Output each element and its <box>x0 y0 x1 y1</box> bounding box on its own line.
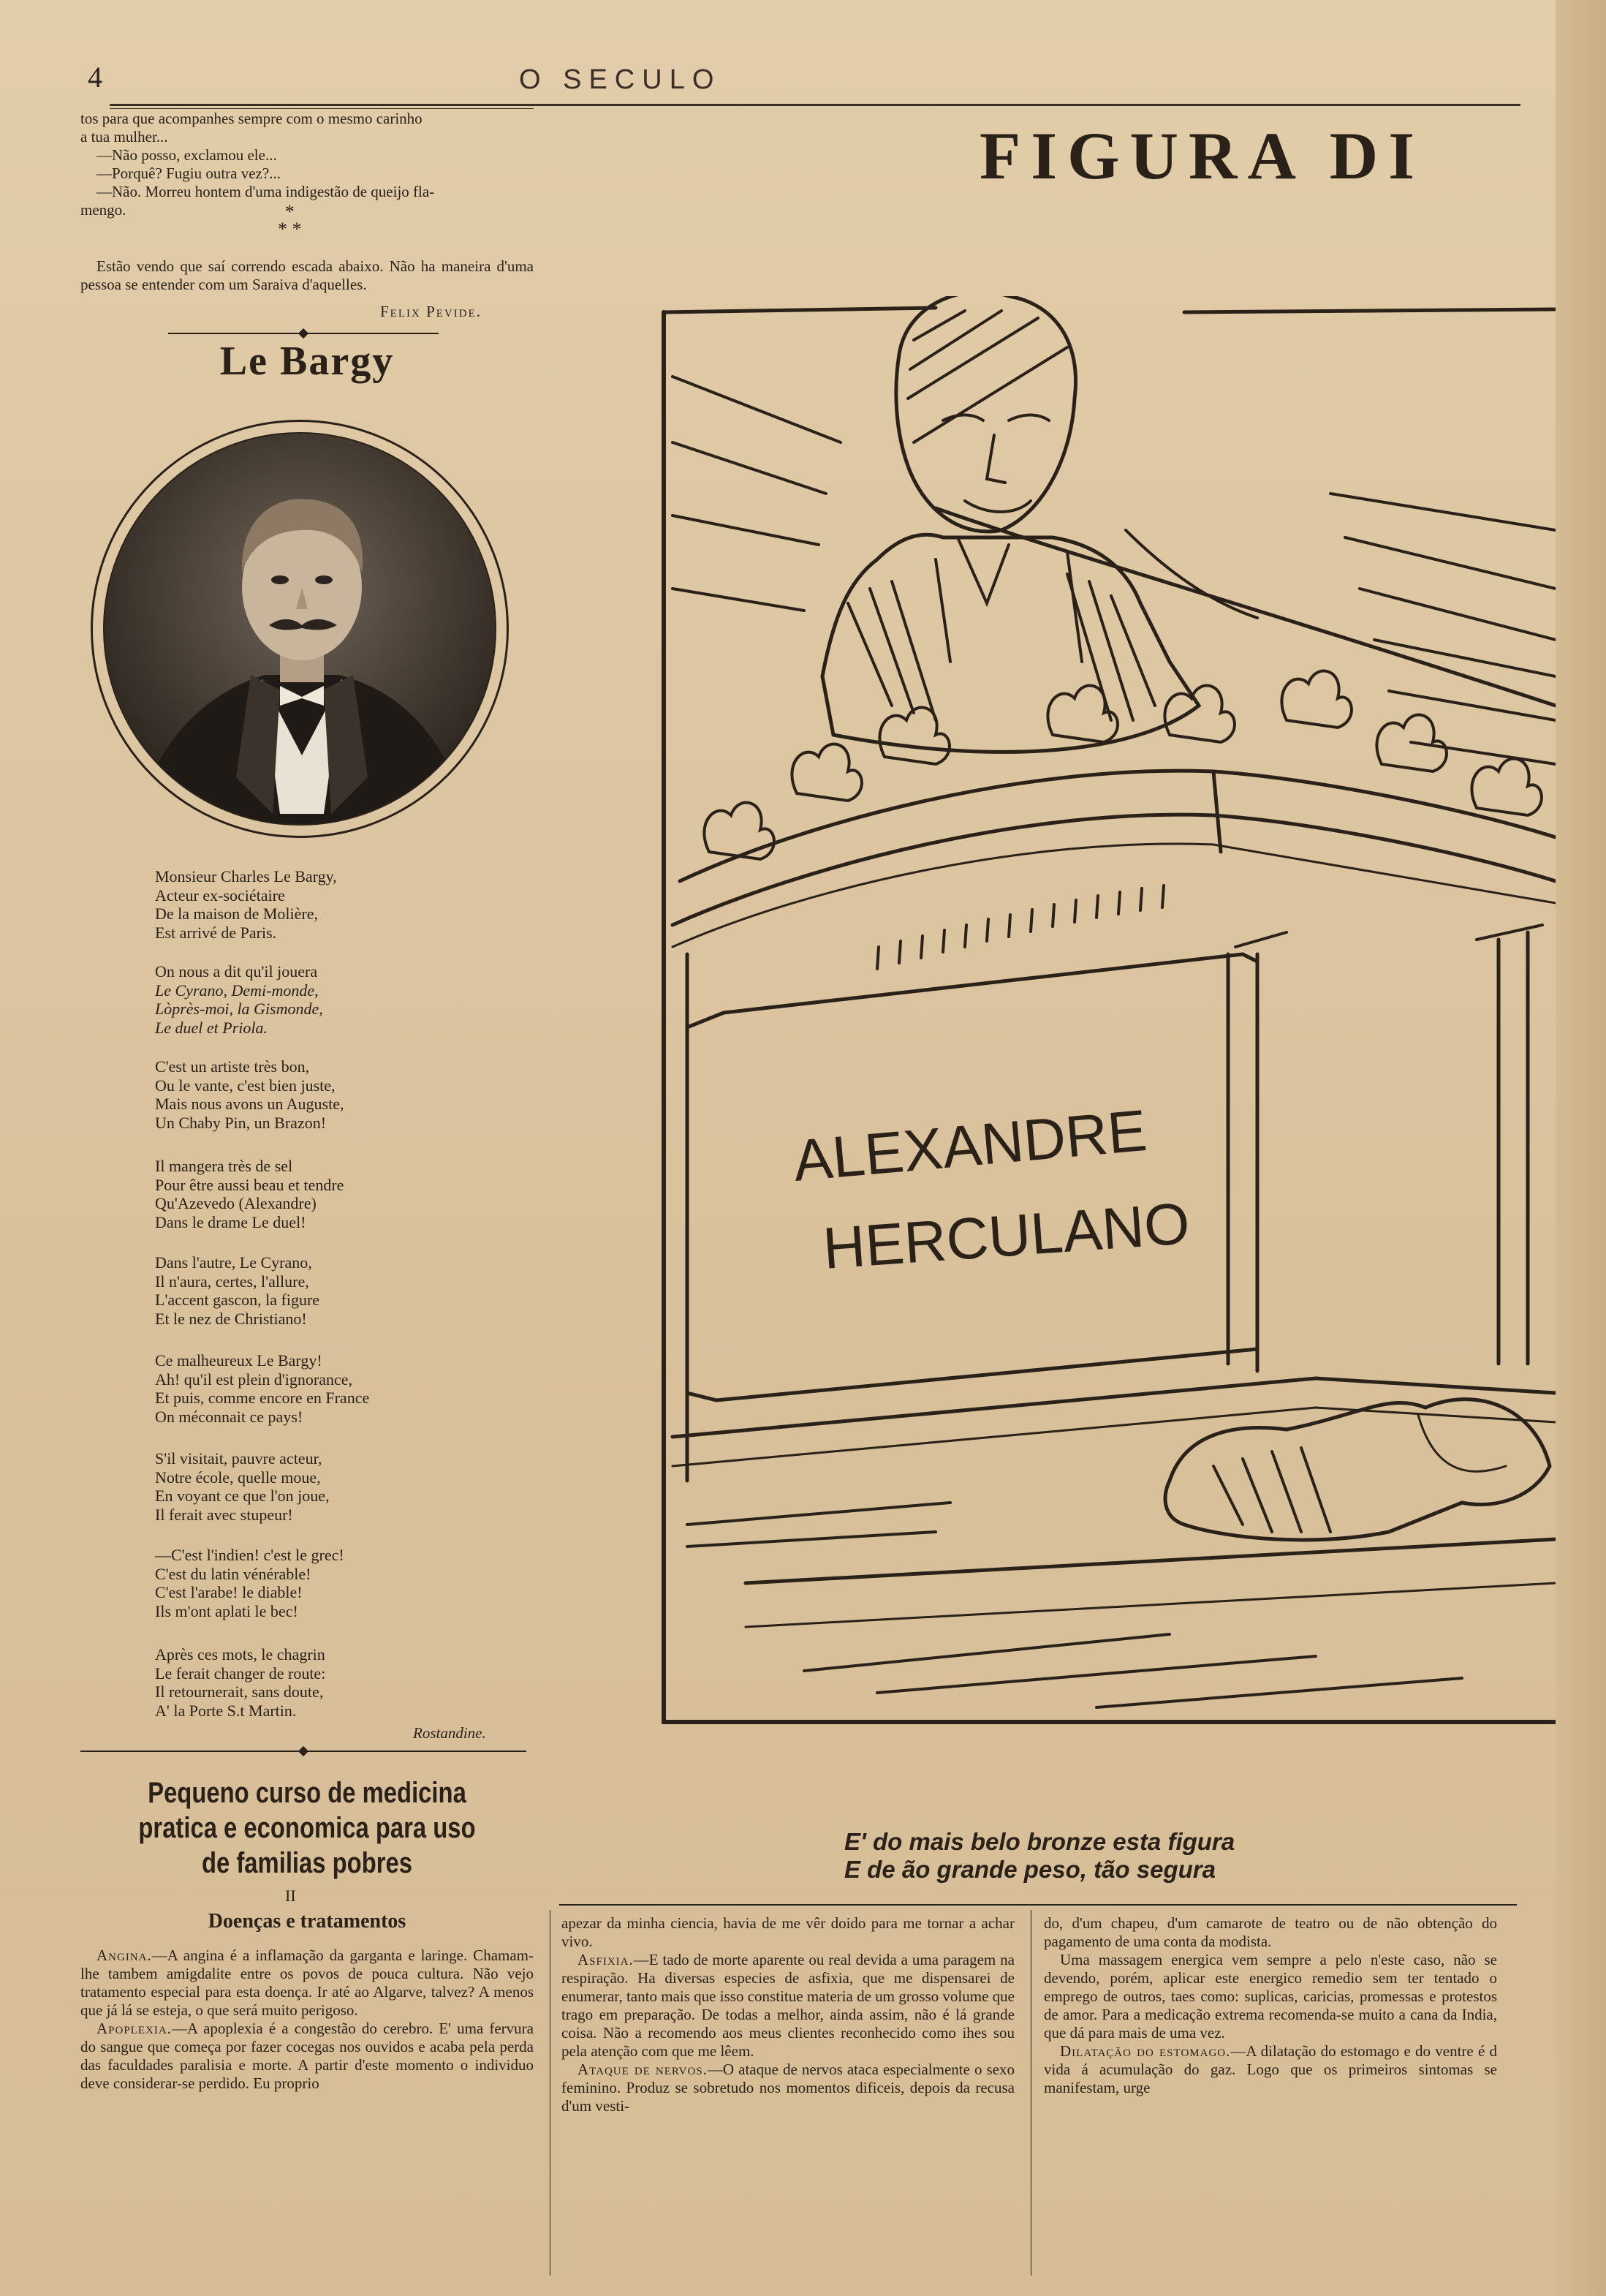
poem-line: A' la Porte S.t Martin. <box>155 1701 297 1720</box>
figure-caption-line-1: E' do mais belo bronze esta figura <box>844 1828 1235 1855</box>
medicina-column-1 <box>80 1946 534 2093</box>
poem-line: —C'est l'indien! c'est le grec! <box>155 1546 344 1564</box>
poem-line: Ils m'ont aplati le bec! <box>155 1601 298 1620</box>
poem-line: Notre école, quelle moue, <box>155 1468 321 1487</box>
intro-line: tos para que acompanhes sempre com o mesmo carinho <box>80 110 423 127</box>
entry-text: do, d'um chapeu, d'um camarote de teatro ou de não obtenção do pagamento de uma conta da modista. <box>1044 1914 1497 1950</box>
poem-line: Dans l'autre, Le Cyrano, <box>155 1253 312 1272</box>
paragraph <box>1044 2042 1497 2097</box>
poem-line: Le Cyrano, Demi-monde, <box>155 981 319 1000</box>
entry-head: Asfixia. <box>577 1951 634 1968</box>
figure-caption-line-2: E de ão grande peso, tão segura <box>844 1856 1216 1883</box>
doencas-subtitle: Doenças e tratamentos <box>208 1910 406 1933</box>
poem-line: Et puis, comme encore en France <box>155 1389 370 1407</box>
entry-text: Uma massagem energica vem sempre a pelo n'este caso, não se devendo, porém, aplicar este energico remedio sem ter tentado o emprego de outros, taes como: suplicas, caricias, promessas e protestos de amor. Para a medicação extrema recomenda-se muito a cana da India, que dá para mais de uma vez. <box>1044 1951 1497 2042</box>
alexandre-herculano-caricature <box>658 296 1556 1726</box>
poem-stanza <box>155 962 323 1037</box>
poem-line: C'est un artiste très bon, <box>155 1057 310 1076</box>
poem-stanza <box>155 1253 319 1328</box>
poem-line: Il n'aura, certes, l'allure, <box>155 1272 309 1291</box>
intro-line: mengo. <box>80 201 126 219</box>
poem-line: Ou le vante, c'est bien juste, <box>155 1076 336 1095</box>
portrait-illustration <box>105 434 496 826</box>
poem-line: Pour être aussi beau et tendre <box>155 1175 344 1194</box>
paragraph <box>561 2061 1015 2115</box>
poem-line: Ah! qu'il est plein d'ignorance, <box>155 1370 353 1389</box>
poem-line: Dans le drame Le duel! <box>155 1212 306 1231</box>
paragraph <box>561 1951 1015 2061</box>
poem-line: On méconnait ce pays! <box>155 1407 303 1426</box>
intro-line: —Porquê? Fugiu outra vez?... <box>96 165 281 182</box>
poem-line: On nous a dit qu'il jouera <box>155 962 318 981</box>
header-rule-thin <box>110 108 534 109</box>
intro-author: Felix Pevide. <box>380 303 482 320</box>
le-bargy-portrait <box>91 420 509 838</box>
paragraph <box>561 1914 1015 1951</box>
entry-text: —A dilatação do estomago e do ventre é d vida á acumulação do gaz. Logo que os primeiros sintomas se manifestam, urge <box>1044 2042 1497 2096</box>
paragraph <box>80 1946 534 2020</box>
poem-stanza <box>155 1645 325 1720</box>
pedestal-name-line-1: ALEXANDRE <box>790 1098 1150 1193</box>
entry-text: —A apoplexia é a congestão do cerebro. E' uma fervura do sangue que começa por fazer cocegas nos ouvidos e acaba pela perda das faculdades paralisia e morte. A partir d'este momento o individuo deve considerar-se perdido. Eu proprio <box>80 2020 534 2092</box>
poem-line: Qu'Azevedo (Alexandre) <box>155 1194 317 1212</box>
header-rule <box>110 104 1520 106</box>
poem-line: Il retournerait, sans doute, <box>155 1683 324 1701</box>
poem-line: C'est du latin vénérable! <box>155 1564 311 1583</box>
curso-title: Pequeno curso de medicina pratica e economica para uso de familias pobres <box>138 1777 476 1879</box>
poem-line: Monsieur Charles Le Bargy, <box>155 867 337 885</box>
figure-title: FIGURA DI <box>980 118 1425 193</box>
poem-stanza <box>155 867 337 942</box>
asterism: * * * <box>278 201 302 240</box>
poem-stanza <box>155 1351 369 1426</box>
portrait-photo <box>103 432 496 826</box>
poem-stanza <box>155 1449 330 1524</box>
poem-line: C'est l'arabe! le diable! <box>155 1583 303 1601</box>
poem-line: De la maison de Molière, <box>155 905 318 923</box>
figure-title-clip <box>972 117 1557 205</box>
poem-line: Le duel et Priola. <box>155 1018 268 1037</box>
paragraph <box>80 2020 534 2093</box>
newspaper-masthead: O SECULO <box>519 64 721 95</box>
poem-line: Mais nous avons un Auguste, <box>155 1095 344 1113</box>
poem-line: L'accent gascon, la figure <box>155 1291 320 1309</box>
poem-line: Et le nez de Christiano! <box>155 1309 307 1328</box>
entry-text: —O ataque de nervos ataca especialmente o sexo feminino. Produz se sobretudo nos momentos dificeis, depois da recusa d'um vesti- <box>561 2061 1015 2115</box>
section-rule <box>559 1904 1517 1906</box>
poem-line: Est arrivé de Paris. <box>155 923 277 942</box>
poem-line: Il ferait avec stupeur! <box>155 1505 293 1524</box>
page-number: 4 <box>88 61 102 94</box>
poem-author: Rostandine. <box>413 1724 486 1742</box>
estao-paragraph <box>80 257 534 294</box>
entry-text: —E tado de morte aparente ou real devida a uma paragem na respiração. Ha diversas especies de asfixia, que me dispensarei de enumerar, tanto mais que isso constitue materia de um grosso volume que trago em preparação. De todas a melhor, ainda assim, não é lá grande coisa. Não a recomendo aos meus clientes reconhecido como ihes sou pela atenção com que me lêem. <box>561 1951 1015 2060</box>
intro-line: a tua mulher... <box>80 128 168 146</box>
poem-stanza <box>155 1546 344 1620</box>
poem-stanza <box>155 1157 344 1231</box>
entry-text: —A angina é a inflamação da garganta e laringe. Chamam-lhe tambem amigdalite entre os povos de pouca cultura. Não vejo tratamento especial para esta doença. Ir até ao Algarve, talvez? A menos que já lá se esteja, o que será muito perigoso. <box>80 1946 534 2019</box>
poem-line: Après ces mots, le chagrin <box>155 1645 325 1664</box>
poem-line: Le ferait changer de route: <box>155 1664 326 1683</box>
paragraph <box>1044 1914 1497 1951</box>
entry-head: Apoplexia. <box>96 2020 172 2037</box>
entry-head: Angina. <box>96 1946 152 1964</box>
entry-head: Dilatação do estomago. <box>1060 2042 1231 2060</box>
poem-stanza <box>155 1057 344 1132</box>
page-fold-shadow <box>1556 0 1606 2296</box>
intro-line: —Não posso, exclamou ele... <box>96 146 277 164</box>
entry-text: apezar da minha ciencia, havia de me vêr doido para me tornar a achar vivo. <box>561 1914 1015 1950</box>
medicina-column-2 <box>561 1914 1015 2115</box>
poem-line: Ce malheureux Le Bargy! <box>155 1351 322 1370</box>
medicina-column-3 <box>1044 1914 1497 2097</box>
le-bargy-title: Le Bargy <box>219 339 395 384</box>
curso-number: II <box>285 1887 296 1905</box>
poem-line: En voyant ce que l'on joue, <box>155 1487 330 1505</box>
entry-head: Ataque de nervos. <box>577 2061 708 2078</box>
poem-line: Acteur ex-sociétaire <box>155 885 285 905</box>
intro-text <box>80 110 534 219</box>
intro-line: —Não. Morreu hontem d'uma indigestão de queijo fla- <box>96 183 435 200</box>
poem-line: Lòprès-moi, la Gismonde, <box>155 1000 323 1018</box>
poem-line: S'il visitait, pauvre acteur, <box>155 1449 322 1468</box>
estao-text: Estão vendo que saí correndo escada abaixo. Não ha maneira d'uma pessoa se entender com um Saraiva d'aquelles. <box>80 257 534 293</box>
ornament-rule <box>80 1751 526 1752</box>
poem-line: Un Chaby Pin, un Brazon! <box>155 1113 327 1132</box>
poem-line: Il mangera très de sel <box>155 1157 293 1175</box>
ornament-rule <box>168 333 439 334</box>
pedestal-name-line-2: HERCULANO <box>820 1190 1192 1281</box>
paragraph <box>1044 1951 1497 2042</box>
